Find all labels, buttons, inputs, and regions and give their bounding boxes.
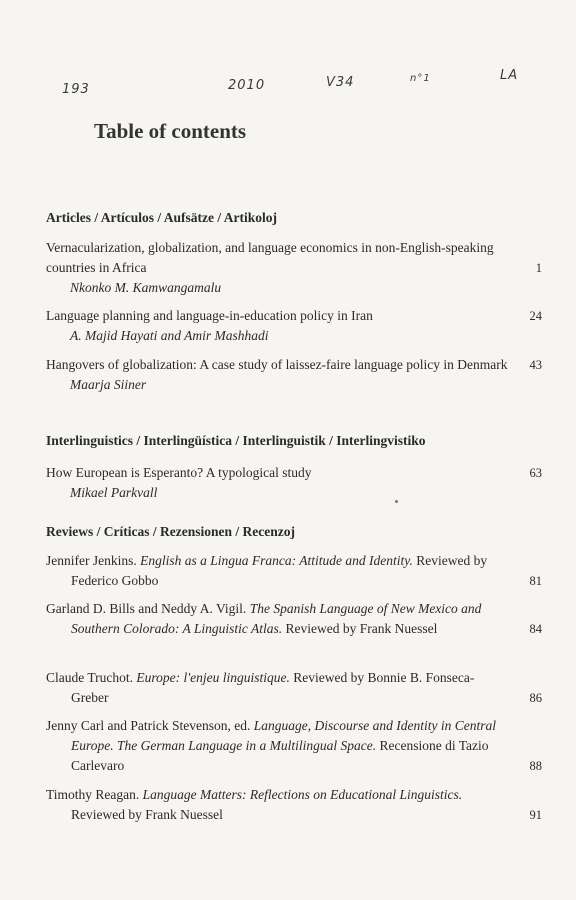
entry-title: Language planning and language-in-education policy in Iran [46, 308, 373, 323]
review-work-title: English as a Lingua Franca: Attitude and Identity. [140, 553, 413, 568]
toc-entry[interactable] [46, 238, 542, 298]
review-reviewer: Reviewed by Bonnie B. Fonseca-Greber [71, 670, 475, 705]
entry-page-number: 86 [529, 691, 542, 705]
section-heading-interlinguistics: Interlinguistics / Interlingüística / Interlinguistik / Interlingvistiko [46, 433, 426, 448]
entry-author: A. Majid Hayati and Amir Mashhadi [70, 328, 269, 343]
handwritten-note: V34 [326, 75, 355, 90]
paper-speck [395, 500, 398, 503]
review-entry[interactable] [46, 551, 542, 591]
entry-page-number: 91 [529, 808, 542, 822]
entry-title: Vernacularization, globalization, and language economics in non-English-speaking countries in Africa [46, 240, 494, 275]
entry-page-number: 88 [529, 759, 542, 773]
section-heading-articles: Articles / Artículos / Aufsätze / Artikoloj [46, 210, 277, 225]
entry-page-number: 1 [535, 261, 542, 275]
toc-entry[interactable] [46, 463, 542, 503]
entry-author: Nkonko M. Kamwangamalu [70, 280, 222, 295]
toc-entry[interactable] [46, 306, 542, 346]
review-entry[interactable] [46, 785, 542, 825]
review-author: Claude Truchot. [46, 670, 137, 685]
entry-title: Hangovers of globalization: A case study of laissez-faire language policy in Denmark [46, 357, 508, 372]
review-reviewer: Reviewed by Frank Nuessel [282, 621, 438, 636]
section-heading-reviews: Reviews / Críticas / Rezensionen / Recenzoj [46, 524, 295, 539]
review-author: Jennifer Jenkins. [46, 553, 141, 568]
review-entry[interactable] [46, 668, 542, 708]
handwritten-note: 2010 [228, 78, 266, 93]
review-reviewer: Recensione di Tazio Carlevaro [71, 738, 489, 773]
review-author: Garland D. Bills and Neddy A. Vigil. [46, 601, 250, 616]
review-entry[interactable] [46, 716, 542, 776]
entry-author: Maarja Siiner [70, 377, 147, 392]
entry-page-number: 63 [529, 466, 542, 480]
review-author: Timothy Reagan. [46, 787, 143, 802]
entry-author: Mikael Parkvall [70, 485, 158, 500]
review-work-title: The Spanish Language of New Mexico and Southern Colorado: A Linguistic Atlas. [71, 601, 482, 636]
review-reviewer: Reviewed by Federico Gobbo [71, 553, 488, 588]
review-work-title: Europe: l'enjeu linguistique. [136, 670, 290, 685]
entry-page-number: 84 [529, 622, 542, 636]
review-work-title: Language, Discourse and Identity in Central Europe. The German Language in a Multilingual Space. [71, 718, 496, 753]
entry-page-number: 81 [529, 574, 542, 588]
entry-page-number: 43 [529, 358, 542, 372]
entry-title: How European is Esperanto? A typological study [46, 465, 312, 480]
review-reviewer: Reviewed by Frank Nuessel [71, 807, 223, 822]
handwritten-note: n°1 [410, 73, 431, 84]
toc-entry[interactable] [46, 355, 542, 395]
entry-page-number: 24 [529, 309, 542, 323]
handwritten-note: LA [500, 68, 519, 83]
page-title: Table of contents [94, 119, 247, 143]
review-work-title: Language Matters: Reflections on Educational Linguistics. [142, 787, 463, 802]
review-author: Jenny Carl and Patrick Stevenson, ed. [46, 718, 254, 733]
review-entry[interactable] [46, 599, 542, 639]
handwritten-note: 193 [62, 82, 90, 97]
